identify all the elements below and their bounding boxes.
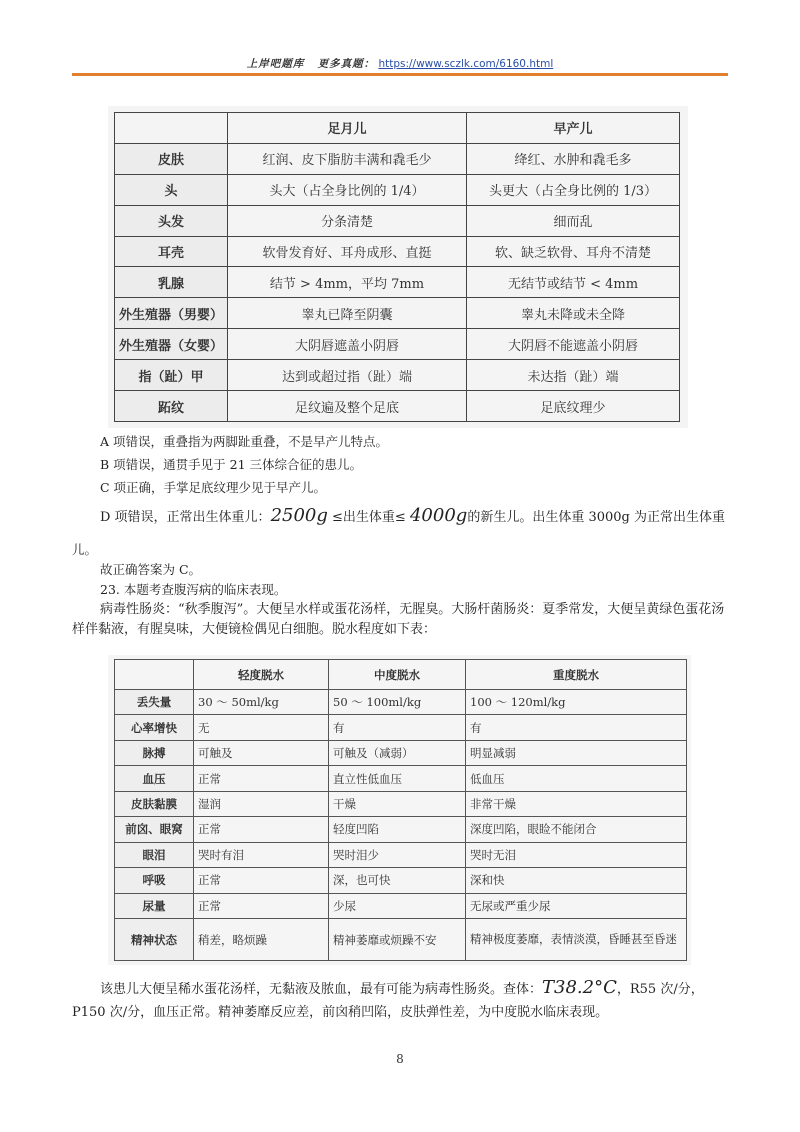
row-header: 外生殖器（女婴） <box>115 329 228 360</box>
table-cell: 有 <box>329 715 466 740</box>
table-cell: 细而乱 <box>467 205 680 236</box>
conclusion-paragraph <box>72 976 728 1024</box>
table-dehydration-image <box>108 655 691 965</box>
table-cell: 哭时泪少 <box>329 842 466 867</box>
row-header: 血压 <box>115 766 194 791</box>
explanation-a: A 项错误，重叠指为两脚趾重叠，不是早产儿特点。 <box>100 434 389 449</box>
page-header <box>72 56 728 71</box>
table-cell: 轻度凹陷 <box>329 817 466 842</box>
table-cell: 精神萎靡或烦躁不安 <box>329 919 466 961</box>
table-cell: 50 ～ 100ml/kg <box>329 690 466 715</box>
table-cell: 精神极度萎靡，表情淡漠，昏睡甚至昏迷 <box>466 919 687 961</box>
table-row <box>115 205 680 236</box>
row-header: 皮肤 <box>115 143 228 174</box>
table-row <box>115 690 687 715</box>
header-brand: 上岸吧题库 <box>246 58 305 70</box>
table-header-cell: 轻度脱水 <box>194 660 329 690</box>
row-header: 脉搏 <box>115 740 194 765</box>
table-header-cell <box>115 660 194 690</box>
table-row <box>115 842 687 867</box>
header-link[interactable]: https://www.sczlk.com/6160.html <box>378 58 554 70</box>
table-cell: 湿润 <box>194 791 329 816</box>
table-cell: 可触及（减弱） <box>329 740 466 765</box>
table-dehydration <box>114 659 687 961</box>
table-header-cell: 重度脱水 <box>466 660 687 690</box>
table-cell: 大阴唇遮盖小阴唇 <box>228 329 467 360</box>
table-fullterm-vs-preterm <box>114 112 680 422</box>
table-cell: 深，也可快 <box>329 868 466 893</box>
table-cell: 大阴唇不能遮盖小阴唇 <box>467 329 680 360</box>
table-row <box>115 791 687 816</box>
table-cell: 可触及 <box>194 740 329 765</box>
table-row <box>115 267 680 298</box>
row-header: 尿量 <box>115 893 194 919</box>
table-cell: 低血压 <box>466 766 687 791</box>
formula-max-weight: 4000g <box>409 505 468 526</box>
table-cell: 足底纹理少 <box>467 391 680 422</box>
table-cell: 直立性低血压 <box>329 766 466 791</box>
header-rule <box>72 73 728 76</box>
table-cell: 正常 <box>194 766 329 791</box>
table-cell: 有 <box>466 715 687 740</box>
table-row <box>115 919 687 961</box>
row-header: 跖纹 <box>115 391 228 422</box>
table-cell: 软、缺乏软骨、耳舟不清楚 <box>467 236 680 267</box>
table-header-row <box>115 113 680 144</box>
question-23: 23. 本题考查腹泻病的临床表现。 <box>100 582 287 597</box>
table-cell: 少尿 <box>329 893 466 919</box>
table-cell: 睾丸未降或未全降 <box>467 298 680 329</box>
row-header: 眼泪 <box>115 842 194 867</box>
table-cell: 深和快 <box>466 868 687 893</box>
table-row <box>115 143 680 174</box>
table-cell: 正常 <box>194 817 329 842</box>
table-cell: 无 <box>194 715 329 740</box>
table-header-cell: 中度脱水 <box>329 660 466 690</box>
table-cell: 头大（占全身比例的 1/4） <box>228 174 467 205</box>
diarrhea-description: 病毒性肠炎：“秋季腹泻”。大便呈水样或蛋花汤样，无腥臭。大肠杆菌肠炎：夏季常发，大便呈黄绿色蛋花汤样伴黏液，有腥臭味，大便镜检偶见白细胞。脱水程度如下表： <box>72 602 725 637</box>
row-header: 指（趾）甲 <box>115 360 228 391</box>
table-cell: 干燥 <box>329 791 466 816</box>
table-cell: 未达指（趾）端 <box>467 360 680 391</box>
table-row <box>115 391 680 422</box>
table-row <box>115 868 687 893</box>
conclusion-post: ，R55 次/分，P150 次/分，血压正常。精神萎靡反应差，前囟稍凹陷，皮肤弹性差，为中度脱水临床表现。 <box>72 982 704 1020</box>
table-header-cell <box>115 113 228 144</box>
table-fullterm-vs-preterm-image <box>108 106 688 428</box>
table-row <box>115 817 687 842</box>
table-cell: 30 ～ 50ml/kg <box>194 690 329 715</box>
table-row <box>115 360 680 391</box>
row-header: 耳壳 <box>115 236 228 267</box>
explanation-d-post: 的新生儿。出生体重 3000g 为正常出生体重 <box>467 510 725 525</box>
table-cell: 100 ～ 120ml/kg <box>466 690 687 715</box>
header-label: 更多真题： <box>317 58 376 70</box>
table-cell: 红润、皮下脂肪丰满和毳毛少 <box>228 143 467 174</box>
row-header: 乳腺 <box>115 267 228 298</box>
row-header: 丢失量 <box>115 690 194 715</box>
row-header: 皮肤黏膜 <box>115 791 194 816</box>
table-cell: 绛红、水肿和毳毛多 <box>467 143 680 174</box>
table-header-row <box>115 660 687 690</box>
table-cell: 稍差，略烦躁 <box>194 919 329 961</box>
row-header: 头 <box>115 174 228 205</box>
row-header: 呼吸 <box>115 868 194 893</box>
row-header: 外生殖器（男婴） <box>115 298 228 329</box>
table-header-cell: 早产儿 <box>467 113 680 144</box>
explanation-b: B 项错误，通贯手见于 21 三体综合征的患儿。 <box>100 457 363 472</box>
explanation-d-mid: ≤出生体重≤ <box>327 510 410 525</box>
explanation-d-continued: 儿。 <box>72 542 98 557</box>
row-header: 前囟、眼窝 <box>115 817 194 842</box>
table-cell: 睾丸已降至阴囊 <box>228 298 467 329</box>
row-header: 心率增快 <box>115 715 194 740</box>
table-row <box>115 766 687 791</box>
table-cell: 无尿或严重少尿 <box>466 893 687 919</box>
table-cell: 哭时无泪 <box>466 842 687 867</box>
explanation-d <box>100 506 725 528</box>
conclusion-pre: 该患儿大便呈稀水蛋花汤样，无黏液及脓血，最有可能为病毒性肠炎。查体： <box>100 982 543 997</box>
row-header: 头发 <box>115 205 228 236</box>
table-row <box>115 893 687 919</box>
table-cell: 明显减弱 <box>466 740 687 765</box>
table-row <box>115 174 680 205</box>
explanation-c: C 项正确，手掌足底纹理少见于早产儿。 <box>100 480 327 495</box>
table-cell: 无结节或结节 < 4mm <box>467 267 680 298</box>
table-row <box>115 329 680 360</box>
page-number: 8 <box>396 1052 404 1066</box>
row-header: 精神状态 <box>115 919 194 961</box>
table-cell: 深度凹陷，眼睑不能闭合 <box>466 817 687 842</box>
table-cell: 足纹遍及整个足底 <box>228 391 467 422</box>
table-cell: 正常 <box>194 868 329 893</box>
table-cell: 非常干燥 <box>466 791 687 816</box>
table-cell: 哭时有泪 <box>194 842 329 867</box>
formula-temperature: T38.2°C <box>542 977 617 998</box>
formula-min-weight: 2500g <box>270 505 328 526</box>
table-header-cell: 足月儿 <box>228 113 467 144</box>
table-cell: 软骨发育好、耳舟成形、直挺 <box>228 236 467 267</box>
table-row <box>115 236 680 267</box>
table-cell: 结节 > 4mm，平均 7mm <box>228 267 467 298</box>
table-row <box>115 298 680 329</box>
answer-text: 故正确答案为 C。 <box>100 562 202 577</box>
table-cell: 分条清楚 <box>228 205 467 236</box>
table-row <box>115 715 687 740</box>
table-row <box>115 740 687 765</box>
table-cell: 头更大（占全身比例的 1/3） <box>467 174 680 205</box>
table-cell: 达到或超过指（趾）端 <box>228 360 467 391</box>
table-cell: 正常 <box>194 893 329 919</box>
explanation-d-pre: D 项错误，正常出生体重儿： <box>100 510 271 525</box>
